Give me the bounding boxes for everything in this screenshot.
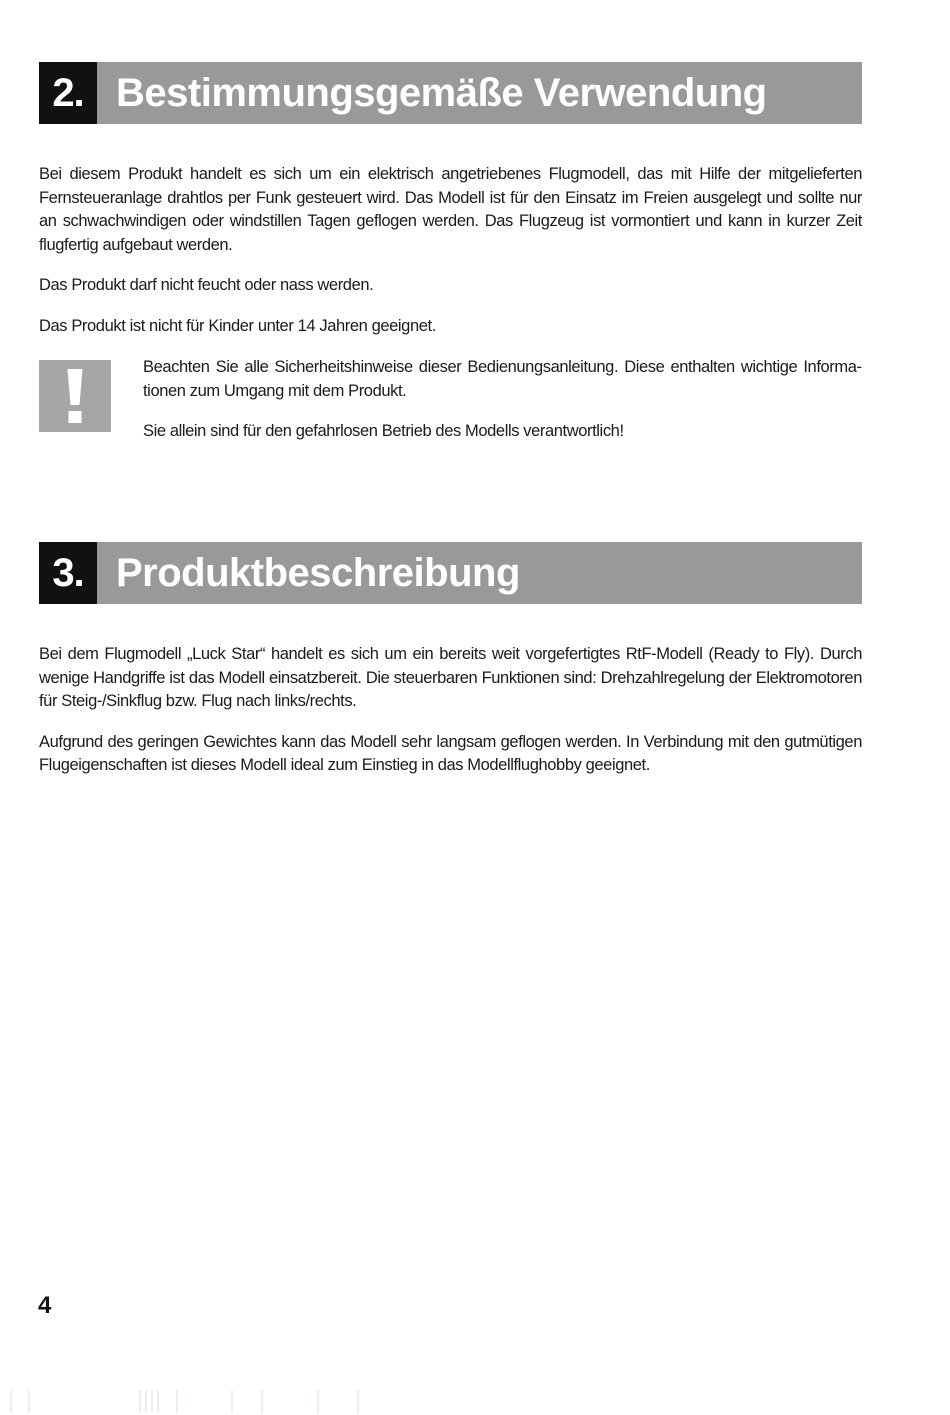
section-2-paragraph-age: Das Produkt ist nicht für Kinder unter 14 Jahren geeignet. (39, 316, 436, 335)
section-3-paragraph-description: Bei dem Flugmodell „Luck Star“ handelt es sich um ein bereits weit vorgefertigtes RtF-Modell (Ready to Fly). Durch wenige Handgriffe ist das Modell einsatzbereit. Die steuerbaren Funktionen sind: Drehzahlregelung der Elektromotoren für Steig-/Sinkflug bzw. Flug nach links/rechts. (39, 645, 862, 710)
safety-notice (143, 356, 862, 461)
safety-notice-paragraph: Beachten Sie alle Sicherheitshinweise dieser Bedienungsanleitung. Diese enthalten wichtige Informationen zum Umgang mit dem Produkt. (143, 358, 862, 400)
safety-notice-responsibility: Sie allein sind für den gefahrlosen Betrieb des Modells verantwortlich! (143, 422, 624, 440)
scan-artifact-marks (0, 1388, 400, 1415)
page-number: 4 (38, 1292, 52, 1319)
section-3-paragraph-weight: Aufgrund des geringen Gewichtes kann das Modell sehr langsam geflogen werden. In Verbindung mit den gutmütigen Flugeigenschaften ist dieses Modell ideal zum Einstieg in das Modellflughobby geeignet. (39, 732, 862, 774)
section-3-title: Produktbeschreibung (116, 550, 520, 595)
exclamation-icon (39, 360, 111, 432)
section-2-body (39, 163, 862, 355)
section-3-header (39, 542, 862, 604)
section-2-paragraph-intended-use: Bei diesem Produkt handelt es sich um ein elektrisch angetriebenes Flugmodell, das mit Hilfe der mitgelieferten Fernsteueranlage drahtlos per Funk gesteuert wird. Das Modell ist für den Einsatz im Freien ausgelegt und sollte nur an schwachwindigen oder windstillen Tagen geflogen werden. Das Flugzeug ist vormontiert und kann in kurzer Zeit flugfertig aufgebaut werden. (39, 165, 862, 254)
section-2-title: Bestimmungsgemäße Verwendung (116, 70, 767, 115)
section-2-header (39, 62, 862, 124)
section-3-number: 3. (39, 542, 97, 604)
section-2-paragraph-moisture: Das Produkt darf nicht feucht oder nass werden. (39, 276, 374, 294)
section-3-body (39, 643, 862, 795)
section-2-number: 2. (39, 62, 97, 124)
